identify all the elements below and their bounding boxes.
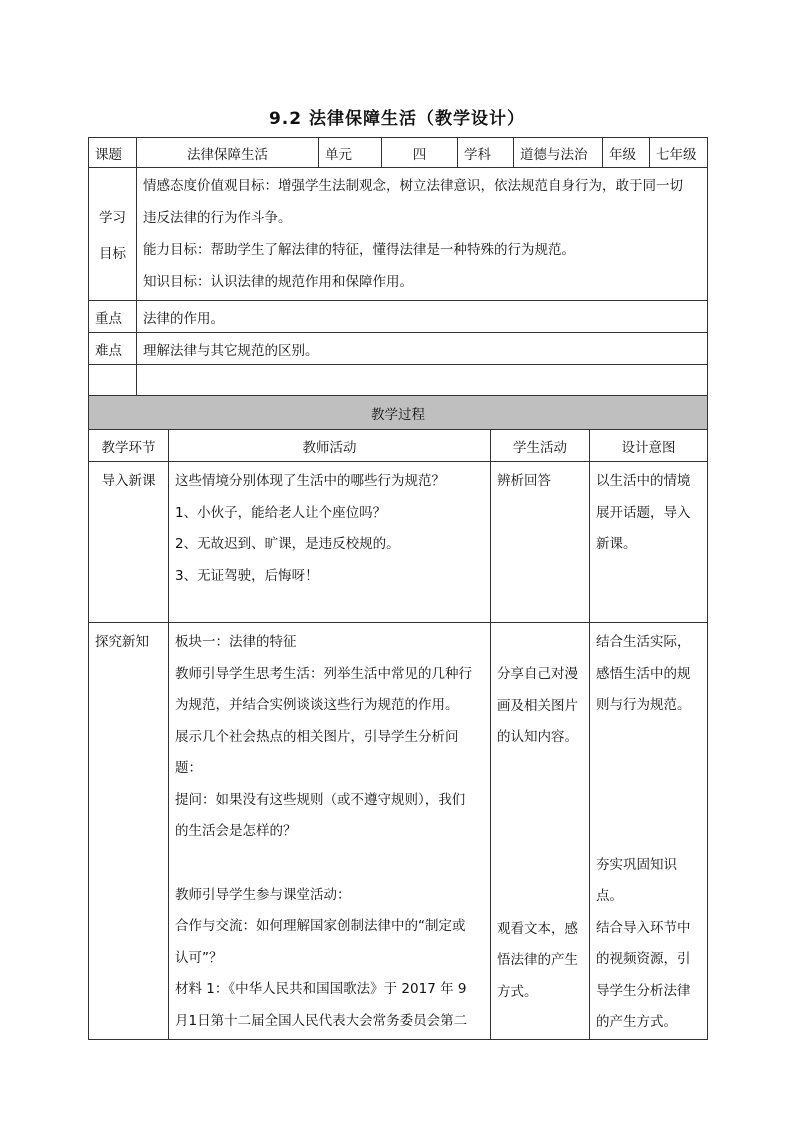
student-line: 方式。	[497, 983, 538, 1000]
teacher-line: 认可”？	[175, 949, 223, 966]
teacher-line: 合作与交流：如何理解国家创制法律中的“制定或	[175, 918, 466, 934]
objectives-label-line2: 目标	[99, 246, 126, 262]
teacher-line: 材料 1：《中华人民共和国国歌法》于 2017 年 9	[175, 981, 467, 997]
stage-text: 导入新课	[101, 473, 156, 489]
subject-value: 道德与法治	[514, 138, 603, 168]
spacer	[596, 722, 701, 754]
intent-line: 以生活中的情境	[596, 473, 691, 489]
subject-label: 学科	[458, 138, 514, 168]
student-line: 辨析回答	[497, 473, 551, 489]
explore-student	[491, 623, 590, 1040]
spacer	[497, 850, 583, 882]
teacher-line: 2、无故迟到、旷课，是违反校规的。	[175, 536, 400, 552]
intent-line: 导学生分析法律	[596, 982, 691, 999]
teacher-line: 的生活会是怎样的？	[175, 823, 297, 839]
teacher-line: 这些情境分别体现了生活中的哪些行为规范？	[175, 473, 445, 489]
column-header-teacher: 教师活动	[169, 430, 491, 462]
stage-text: 探究新知	[95, 634, 149, 650]
column-header-stage: 教学环节	[89, 430, 169, 462]
spacer	[175, 848, 484, 880]
intro-student	[491, 462, 590, 623]
intro-teacher	[169, 462, 491, 623]
key-point-value: 法律的作用。	[137, 301, 708, 333]
objective-line: 能力目标：帮助学生了解法律的特征，懂得法律是一种特殊的行为规范。	[143, 242, 575, 258]
info-row	[89, 138, 708, 168]
document-title: 9.2 法律保障生活（教学设计）	[268, 109, 526, 129]
spacer	[497, 627, 583, 659]
intent-line: 的产生方式。	[596, 1014, 677, 1030]
intent-line: 的视频资源，引	[596, 951, 691, 967]
teacher-line: 展示几个社会热点的相关图片，引导学生分析问题：	[175, 728, 459, 776]
student-line: 悟法律的产生	[497, 952, 578, 968]
intent-line: 则与行为规范。	[596, 697, 691, 713]
objectives-label	[89, 168, 137, 301]
column-header-student: 学生活动	[491, 430, 590, 462]
spacer	[596, 754, 701, 786]
empty-cell	[89, 365, 137, 396]
explore-intent	[590, 623, 708, 1040]
explore-teacher	[169, 623, 491, 1040]
key-point-row	[89, 301, 708, 333]
lesson-info-table	[88, 137, 708, 396]
student-line: 分享自己对漫	[497, 666, 578, 682]
teacher-line: 3、无证驾驶，后悔呀！	[175, 567, 319, 584]
intent-line: 感悟生活中的规	[596, 665, 691, 682]
process-header-row	[89, 396, 708, 430]
teacher-line: 1、小伙子，能给老人让个座位吗？	[175, 504, 387, 521]
objective-line: 违反法律的行为作斗争。	[143, 210, 292, 226]
intent-line: 结合导入环节中	[596, 919, 691, 936]
student-line: 观看文本，感	[497, 920, 578, 937]
objectives-content	[137, 168, 708, 301]
course-label: 课题	[89, 138, 137, 168]
spacer	[497, 882, 583, 914]
spacer	[596, 786, 701, 818]
column-header-row	[89, 430, 708, 462]
objective-line: 知识目标：认识法律的规范作用和保障作用。	[143, 274, 413, 290]
spacer	[596, 818, 701, 850]
intro-intent	[590, 462, 708, 623]
spacer	[497, 786, 583, 818]
column-header-intent: 设计意图	[590, 430, 708, 462]
intro-row	[89, 462, 708, 623]
explore-row	[89, 623, 708, 1040]
grade-value: 七年级	[650, 138, 708, 168]
unit-value: 四	[382, 138, 458, 168]
objective-line: 情感态度价值观目标：增强学生法制观念，树立法律意识，依法规范自身行为，敢于同一切	[143, 178, 683, 194]
intro-stage	[89, 462, 169, 623]
difficulty-label: 难点	[89, 333, 137, 365]
student-line: 画及相关图片	[497, 697, 578, 714]
intent-line: 展开话题，导入	[596, 504, 691, 521]
spacer	[497, 818, 583, 850]
empty-row	[89, 365, 708, 396]
process-header: 教学过程	[89, 396, 708, 430]
key-point-label: 重点	[89, 301, 137, 333]
objectives-row	[89, 168, 708, 301]
teacher-line: 月1日第十二届全国人民代表大会常务委员会第二	[175, 1012, 468, 1029]
grade-label: 年级	[603, 138, 650, 168]
course-value: 法律保障生活	[137, 138, 319, 168]
spacer	[497, 754, 583, 786]
teacher-line: 板块一：法律的特征	[175, 634, 297, 650]
difficulty-row	[89, 333, 708, 365]
difficulty-value: 理解法律与其它规范的区别。	[137, 333, 708, 365]
intent-line: 夯实巩固知识点。	[596, 856, 677, 904]
intent-line: 新课。	[596, 536, 637, 552]
empty-cell	[137, 365, 708, 396]
teacher-line: 教师引导学生参与课堂活动：	[175, 886, 351, 903]
teaching-process-table	[88, 395, 708, 1040]
explore-stage	[89, 623, 169, 1040]
student-line: 的认知内容。	[497, 729, 578, 745]
unit-label: 单元	[319, 138, 382, 168]
teacher-line: 提问：如果没有这些规则（或不遵守规则），我们	[175, 791, 466, 808]
intent-line: 结合生活实际，	[596, 634, 691, 650]
objectives-label-line1: 学习	[99, 210, 126, 226]
teacher-line: 教师引导学生思考生活：列举生活中常见的几种行	[175, 665, 472, 682]
teacher-line: 为规范，并结合实例谈谈这些行为规范的作用。	[175, 697, 459, 713]
